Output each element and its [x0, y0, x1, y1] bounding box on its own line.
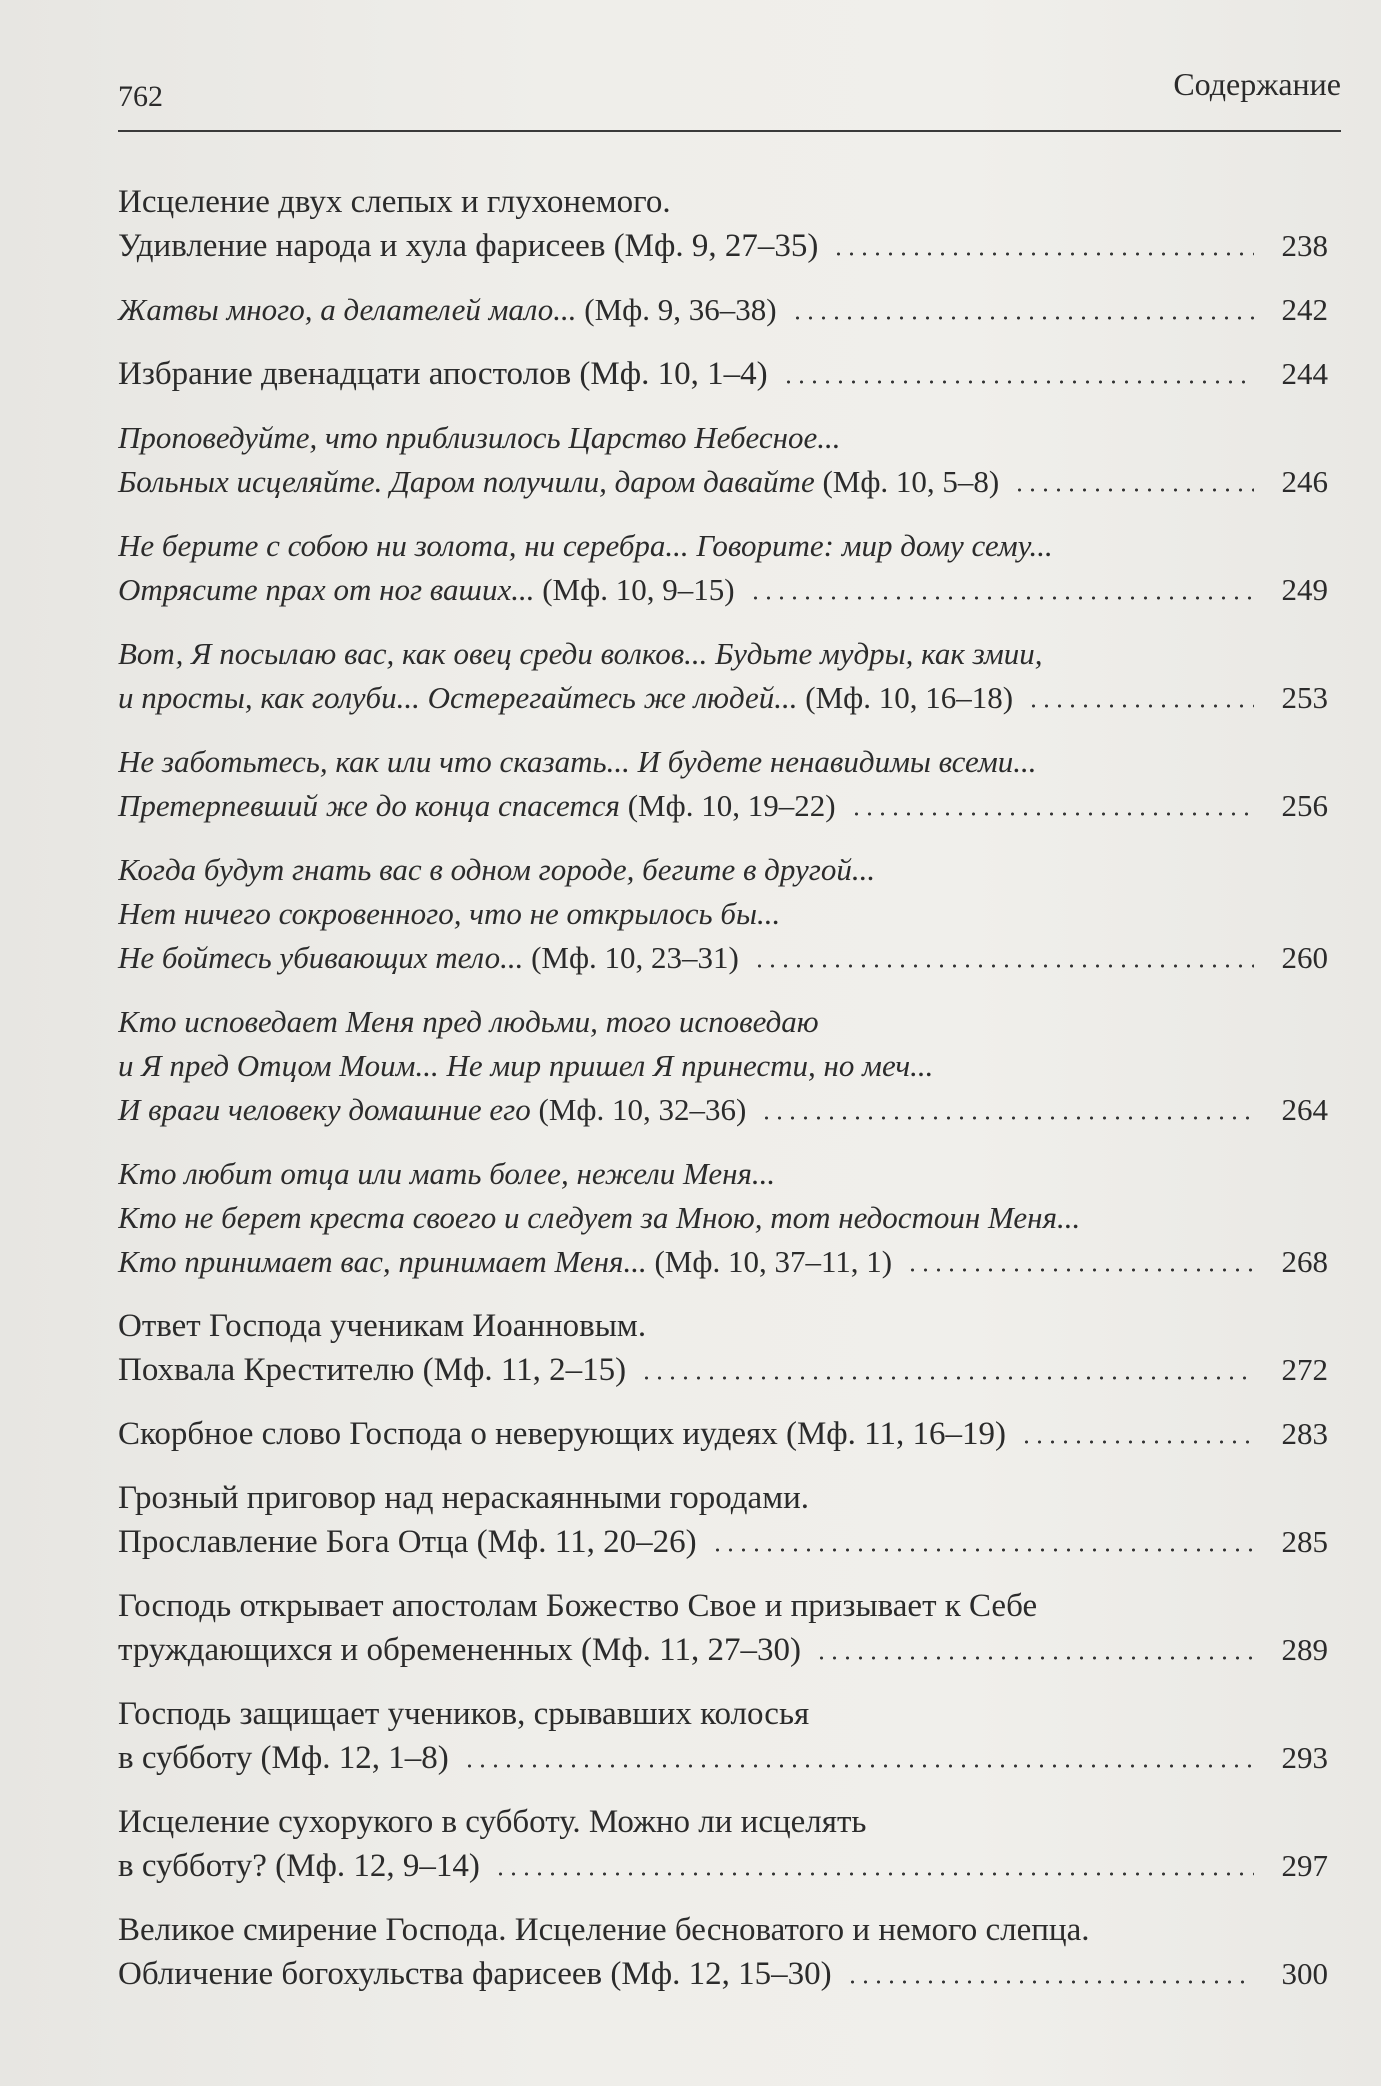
dot-leader — [463, 1764, 1254, 1768]
toc-entry-last-line — [118, 460, 1328, 504]
dot-leader — [815, 1656, 1254, 1660]
page-header — [118, 60, 1341, 132]
toc-page-number: 289 — [1281, 1632, 1328, 1667]
dot-leader — [906, 1268, 1254, 1272]
toc-entry-last-line — [118, 784, 1328, 828]
toc-entry-last-line — [118, 224, 1328, 268]
toc-entry-last-line — [118, 1240, 1328, 1284]
toc-entry-title: Прославление Бога Отца — [118, 1524, 469, 1560]
toc-entry-line: Не заботьтесь, как или что сказать... И будете ненавидимы всеми... — [118, 744, 1037, 779]
toc-entry-reference: (Мф. 10, 23–31) — [531, 940, 739, 975]
toc-entry-title: Удивление народа и хула фарисеев — [118, 228, 606, 264]
toc-entry-last-line — [118, 568, 1328, 612]
toc-entry-title: Похвала Крестителю — [118, 1352, 415, 1388]
toc-entry-title: Отрясите прах от ног ваших... — [118, 572, 535, 607]
toc-entry-title: и просты, как голуби... Остерегайтесь же людей... — [118, 680, 798, 715]
toc-page-number: 246 — [1281, 464, 1328, 499]
dot-leader — [640, 1376, 1254, 1380]
toc-entry-reference: (Мф. 10, 19–22) — [627, 788, 836, 823]
toc-entry-reference: (Мф. 12, 9–14) — [275, 1848, 480, 1884]
toc-entry-text — [118, 1412, 1006, 1456]
dot-leader — [749, 596, 1254, 600]
toc-entry-text — [118, 568, 735, 612]
toc-page-number: 242 — [1281, 292, 1328, 327]
toc-entry-line: Ответ Господа ученикам Иоанновым. — [118, 1308, 647, 1344]
toc-entry-title: Больных исцеляйте. Даром получили, даром давайте — [118, 464, 815, 499]
toc-entry-reference: (Мф. 9, 36–38) — [584, 292, 777, 327]
toc-page-number: 293 — [1281, 1740, 1328, 1775]
toc-entry — [118, 1476, 1328, 1564]
toc-entry-reference: (Мф. 11, 16–19) — [785, 1416, 1006, 1452]
toc-entry-text — [118, 1952, 832, 1996]
toc-entry-text — [118, 1088, 746, 1132]
toc-entry-text — [118, 224, 818, 268]
toc-entry — [118, 352, 1328, 396]
toc-entry — [118, 180, 1328, 268]
toc-entry — [118, 1000, 1328, 1132]
toc-entry-last-line — [118, 1844, 1328, 1888]
toc-entry — [118, 288, 1328, 332]
toc-entry — [118, 740, 1328, 828]
toc-entry-line: Вот, Я посылаю вас, как овец среди волков... Будьте мудры, как змии, — [118, 636, 1043, 671]
toc-entry-title: Не бойтесь убивающих тело... — [118, 940, 524, 975]
toc-entry-line: Господь защищает учеников, срывавших колосья — [118, 1696, 810, 1732]
toc-entry-line: Грозный приговор над нераскаянными городами. — [118, 1480, 810, 1516]
dot-leader — [711, 1548, 1254, 1552]
toc-entry-reference: (Мф. 12, 1–8) — [260, 1740, 449, 1776]
toc-entry-line: Великое смирение Господа. Исцеление бесноватого и немого слепца. — [118, 1912, 1090, 1948]
toc-entry-title: И враги человеку домашние его — [118, 1092, 531, 1127]
toc-entry-last-line — [118, 352, 1328, 396]
toc-page-number: 297 — [1281, 1848, 1328, 1883]
toc-entry-text — [118, 676, 1013, 720]
toc-entry-title: в субботу? — [118, 1848, 267, 1884]
toc-entry-reference: (Мф. 10, 9–15) — [542, 572, 735, 607]
toc-entry — [118, 524, 1328, 612]
toc-page-number: 238 — [1281, 228, 1328, 263]
toc-entry-line: Кто не берет креста своего и следует за Мною, тот недостоин Меня... — [118, 1200, 1081, 1235]
toc-page-number: 253 — [1281, 680, 1328, 715]
toc-entry-title: Кто принимает вас, принимает Меня... — [118, 1244, 647, 1279]
dot-leader — [760, 1116, 1254, 1120]
toc-entry-text — [118, 1520, 697, 1564]
toc-entry — [118, 1584, 1328, 1672]
dot-leader — [494, 1872, 1254, 1876]
toc-entry-text — [118, 1348, 626, 1392]
toc-entry-reference: (Мф. 10, 5–8) — [822, 464, 1000, 499]
dot-leader — [1027, 704, 1254, 708]
toc-entry-text — [118, 1844, 480, 1888]
toc-entry-text — [118, 460, 999, 504]
toc-entry-title: в субботу — [118, 1740, 253, 1776]
section-title: Содержание — [1173, 66, 1341, 102]
toc-entry-last-line — [118, 1348, 1328, 1392]
toc-page-number: 268 — [1281, 1244, 1328, 1279]
page-number: 762 — [118, 80, 163, 113]
toc-entry-line: Не берите с собою ни золота, ни серебра... Говорите: мир дому сему... — [118, 528, 1053, 563]
toc-entry-reference: (Мф. 10, 37–11, 1) — [654, 1244, 893, 1279]
dot-leader — [1013, 488, 1254, 492]
toc-entry-reference: (Мф. 9, 27–35) — [613, 228, 819, 264]
toc-page-number: 249 — [1281, 572, 1328, 607]
dot-leader — [850, 812, 1254, 816]
toc-entry — [118, 1412, 1328, 1456]
toc-entry-text — [118, 936, 739, 980]
toc-entry-line: Проповедуйте, что приблизилось Царство Небесное... — [118, 420, 841, 455]
toc-entry-text — [118, 784, 836, 828]
toc-entry-last-line — [118, 1736, 1328, 1780]
toc-entry-title: труждающихся и обремененных — [118, 1632, 573, 1668]
toc-page-number: 283 — [1281, 1416, 1328, 1451]
toc-entry-reference: (Мф. 12, 15–30) — [610, 1956, 832, 1992]
toc-entry-last-line — [118, 936, 1328, 980]
toc-entry — [118, 632, 1328, 720]
dot-leader — [832, 252, 1254, 256]
toc-page-number: 285 — [1281, 1524, 1328, 1559]
table-of-contents — [118, 180, 1328, 2016]
toc-entry-title: Претерпевший же до конца спасется — [118, 788, 620, 823]
toc-entry-line: Нет ничего сокровенного, что не открылось бы... — [118, 896, 781, 931]
toc-entry-last-line — [118, 1628, 1328, 1672]
dot-leader — [846, 1980, 1254, 1984]
toc-entry-text — [118, 288, 777, 332]
toc-entry-line: Кто исповедает Меня пред людьми, того исповедаю — [118, 1004, 819, 1039]
toc-entry-title: Жатвы много, а делателей мало... — [118, 292, 577, 327]
toc-entry-text — [118, 1240, 892, 1284]
toc-entry-last-line — [118, 1952, 1328, 1996]
toc-entry-reference: (Мф. 10, 32–36) — [538, 1092, 747, 1127]
toc-entry — [118, 1692, 1328, 1780]
toc-page-number: 264 — [1281, 1092, 1328, 1127]
toc-entry-reference: (Мф. 11, 2–15) — [422, 1352, 627, 1388]
toc-page-number: 244 — [1281, 356, 1328, 391]
toc-entry-line: Господь открывает апостолам Божество Свое и призывает к Себе — [118, 1588, 1038, 1624]
toc-entry — [118, 1800, 1328, 1888]
toc-entry-text — [118, 1628, 801, 1672]
toc-entry — [118, 848, 1328, 980]
toc-page-number: 256 — [1281, 788, 1328, 823]
toc-entry-last-line — [118, 1520, 1328, 1564]
toc-page-number: 272 — [1281, 1352, 1328, 1387]
toc-entry-last-line — [118, 288, 1328, 332]
toc-entry-reference: (Мф. 11, 20–26) — [476, 1524, 697, 1560]
toc-entry-title: Обличение богохульства фарисеев — [118, 1956, 603, 1992]
toc-entry-reference: (Мф. 10, 1–4) — [579, 356, 768, 392]
toc-entry-line: Кто любит отца или мать более, нежели Меня... — [118, 1156, 776, 1191]
dot-leader — [753, 964, 1254, 968]
toc-entry — [118, 1908, 1328, 1996]
toc-entry-text — [118, 1736, 449, 1780]
toc-entry-line: и Я пред Отцом Моим... Не мир пришел Я принести, но меч... — [118, 1048, 934, 1083]
toc-entry-reference: (Мф. 11, 27–30) — [580, 1632, 801, 1668]
toc-page-number: 300 — [1281, 1956, 1328, 1991]
toc-entry-last-line — [118, 1412, 1328, 1456]
dot-leader — [782, 380, 1254, 384]
toc-entry-line: Когда будут гнать вас в одном городе, бегите в другой... — [118, 852, 876, 887]
toc-entry — [118, 1304, 1328, 1392]
toc-entry — [118, 416, 1328, 504]
toc-entry-last-line — [118, 676, 1328, 720]
dot-leader — [1020, 1440, 1254, 1444]
toc-entry-title: Избрание двенадцати апостолов — [118, 356, 572, 392]
toc-entry-reference: (Мф. 10, 16–18) — [805, 680, 1014, 715]
toc-entry-line: Исцеление сухорукого в субботу. Можно ли исцелять — [118, 1804, 867, 1840]
toc-entry-line: Исцеление двух слепых и глухонемого. — [118, 184, 671, 220]
toc-page-number: 260 — [1281, 940, 1328, 975]
toc-entry-last-line — [118, 1088, 1328, 1132]
dot-leader — [791, 316, 1254, 320]
toc-entry-title: Скорбное слово Господа о неверующих иудеях — [118, 1416, 778, 1452]
toc-entry-text — [118, 352, 768, 396]
toc-entry — [118, 1152, 1328, 1284]
